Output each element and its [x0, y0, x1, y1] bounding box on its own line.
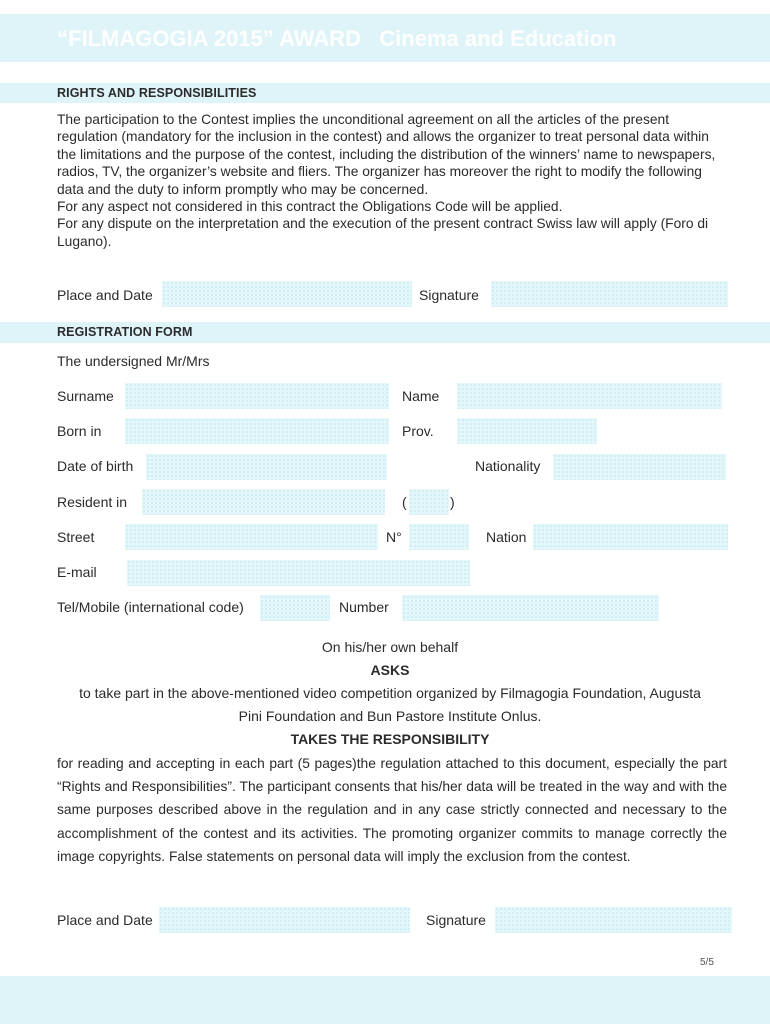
declaration-place-date-label: Place and Date — [57, 912, 153, 928]
declaration-signature-label: Signature — [426, 912, 486, 928]
street-label: Street — [57, 529, 95, 545]
tel-mobile-label: Tel/Mobile (international code) — [57, 599, 244, 615]
resident-in-label: Resident in — [57, 494, 128, 510]
footer-band — [0, 976, 770, 1024]
rights-place-date-label: Place and Date — [57, 287, 153, 303]
takes-responsibility-text: for reading and accepting in each part (5 pages)the regulation attached to this document, especially the part “Rights and Responsibilities”. The participant consents that his/her data will be treated in the way and with the same purposes described above in the regulation and in any case strictly connected and necessary to the accomplishment of the contest and its activities. The promoting organizer commits to manage correctly the image copyrights. False statements on personal data will imply the exclusion from the contest. — [57, 756, 727, 864]
rights-signature-field[interactable] — [491, 281, 728, 307]
resident-prov-field[interactable] — [409, 489, 449, 515]
email-field[interactable] — [127, 560, 470, 586]
rights-text-2: For any aspect not considered in this contract the Obligations Code will be applied. — [57, 199, 563, 215]
number-field[interactable] — [402, 595, 659, 621]
name-field[interactable] — [457, 383, 722, 409]
date-of-birth-field[interactable] — [146, 454, 387, 480]
street-number-label: N° — [386, 529, 402, 545]
nation-label: Nation — [486, 529, 527, 545]
resident-paren-close: ) — [450, 494, 455, 510]
takes-responsibility-heading: TAKES THE RESPONSIBILITY — [290, 731, 490, 747]
nation-field[interactable] — [533, 524, 728, 550]
rights-section-title: RIGHTS AND RESPONSIBILITIES — [57, 86, 257, 100]
registration-section-title: REGISTRATION FORM — [57, 325, 193, 339]
behalf-text: On his/her own behalf — [321, 639, 459, 655]
surname-label: Surname — [57, 388, 114, 404]
tel-code-field[interactable] — [260, 595, 330, 621]
nationality-field[interactable] — [553, 454, 726, 480]
nationality-label: Nationality — [475, 458, 541, 474]
name-label: Name — [402, 388, 440, 404]
prov-label: Prov. — [402, 423, 434, 439]
declaration-signature-field[interactable] — [495, 907, 732, 933]
asks-text-line-1: to take part in the above-mentioned video competition organized by Filmagogia Foundation, Augusta — [79, 685, 701, 701]
undersigned-label: The undersigned Mr/Mrs — [57, 353, 210, 369]
prov-field[interactable] — [457, 418, 597, 444]
rights-paragraph — [57, 111, 727, 250]
street-field[interactable] — [125, 524, 378, 550]
page-number: 5/5 — [700, 957, 714, 968]
declaration-place-date-field[interactable] — [159, 907, 410, 933]
resident-paren-open: ( — [402, 494, 407, 510]
surname-field[interactable] — [125, 383, 389, 409]
resident-in-field[interactable] — [142, 489, 385, 515]
asks-text-line-2: Pini Foundation and Bun Pastore Institute Onlus. — [238, 708, 542, 724]
email-label: E-mail — [57, 564, 97, 580]
number-label: Number — [339, 599, 389, 615]
rights-text-3: For any dispute on the interpretation and the execution of the present contract Swiss law will apply (Foro di Lugano). — [57, 216, 709, 249]
rights-text: The participation to the Contest implies the unconditional agreement on all the articles of the present regulation (mandatory for the inclusion in the contest) and allows the organizer to treat personal data within the limitations and the purpose of the contest, including the distribution of the winners’ name to newspapers, radios, TV, the organizer’s website and fliers. The organizer has moreover the right to modify the following data and the duty to inform promptly who may be concerned. — [57, 112, 716, 197]
born-in-field[interactable] — [125, 418, 389, 444]
page-title: “FILMAGOGIA 2015” AWARD Cinema and Education — [57, 26, 617, 51]
rights-signature-label: Signature — [419, 287, 479, 303]
rights-place-date-field[interactable] — [162, 281, 412, 307]
asks-heading: ASKS — [370, 662, 410, 678]
street-number-field[interactable] — [409, 524, 469, 550]
born-in-label: Born in — [57, 423, 102, 439]
date-of-birth-label: Date of birth — [57, 458, 134, 474]
